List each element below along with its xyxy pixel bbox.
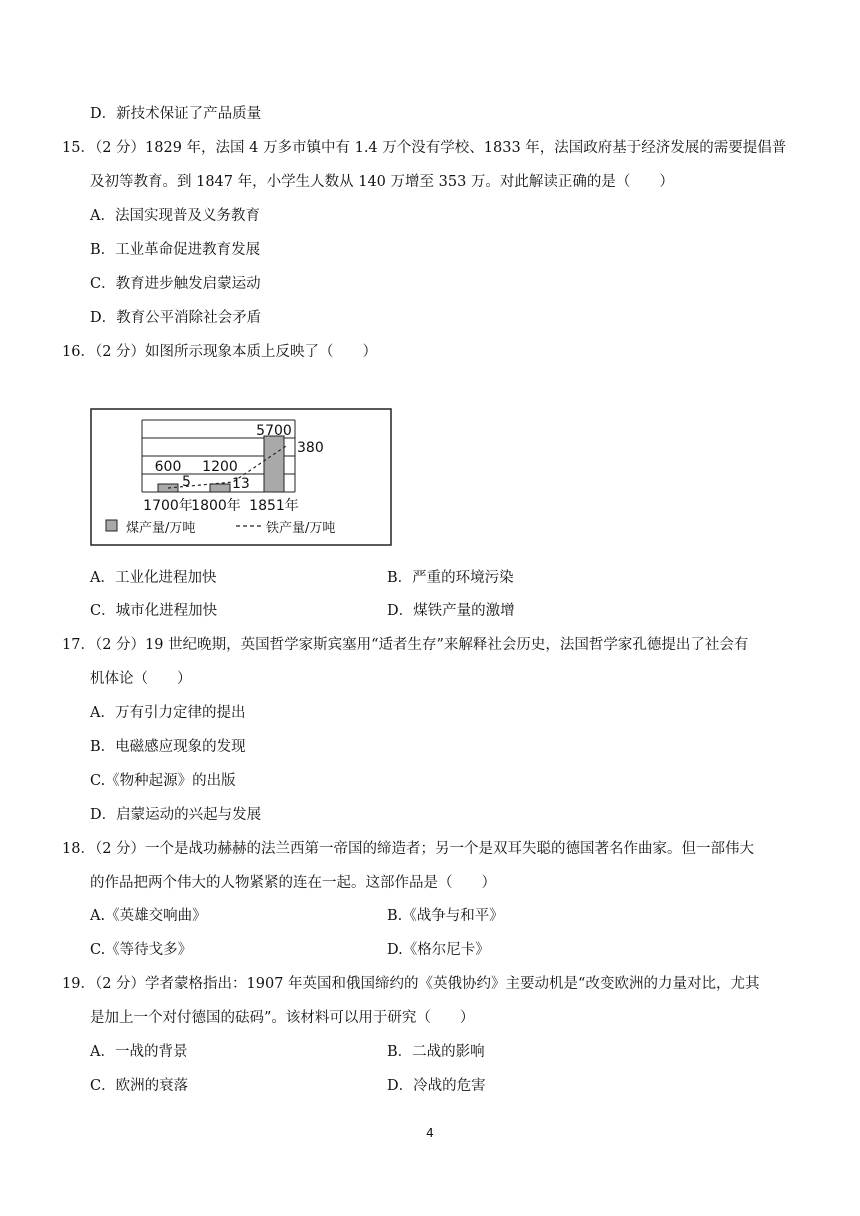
category-label: 1800年 <box>191 498 241 514</box>
q16-option-c: C．城市化进程加快 <box>90 603 218 619</box>
q19-option-c: C．欧洲的衰落 <box>90 1078 189 1094</box>
coal-bar <box>210 484 230 492</box>
q17-stem-line2: 机体论（ ） <box>90 671 192 687</box>
q16-option-a: A．工业化进程加快 <box>90 570 217 586</box>
q18-option-c: C.《等待戈多》 <box>90 942 193 958</box>
q17-option-d: D．启蒙运动的兴起与发展 <box>90 807 262 823</box>
q15-option-b: B．工业革命促进教育发展 <box>90 242 261 258</box>
q18-option-b: B.《战争与和平》 <box>387 908 504 924</box>
coal-bar <box>264 436 284 492</box>
legend-iron-label: 铁产量/万吨 <box>266 521 336 536</box>
q19-option-b: B．二战的影响 <box>387 1044 485 1060</box>
page-number: 4 <box>426 1126 434 1140</box>
q17-stem-line1: 17．（2 分）19 世纪晚期，英国哲学家斯宾塞用“适者生存”来解释社会历史，法国哲学家孔德提出了社会有 <box>62 637 749 653</box>
q18-stem-line2: 的作品把两个伟大的人物紧紧的连在一起。这部作品是（ ） <box>90 875 496 891</box>
coal-iron-chart <box>90 408 393 548</box>
q18-option-d: D.《格尔尼卡》 <box>387 942 490 958</box>
q16-option-d: D．煤铁产量的激增 <box>387 603 515 619</box>
category-label: 1700年 <box>143 498 193 514</box>
q18-option-a: A.《英雄交响曲》 <box>90 908 207 924</box>
q17-option-c: C.《物种起源》的出版 <box>90 773 236 789</box>
legend-coal-swatch <box>106 520 117 531</box>
q15-option-a: A．法国实现普及义务教育 <box>90 208 260 224</box>
q17-option-a: A．万有引力定律的提出 <box>90 705 246 721</box>
q15-stem-line2: 及初等教育。到 1847 年，小学生人数从 140 万增至 353 万。对此解读正确的是（ ） <box>90 174 674 190</box>
q14-option-d: D．新技术保证了产品质量 <box>90 106 262 122</box>
legend-coal-label: 煤产量/万吨 <box>126 521 196 536</box>
q19-option-d: D．冷战的危害 <box>387 1078 486 1094</box>
q19-stem-line1: 19．（2 分）学者蒙格指出：1907 年英国和俄国缔约的《英俄协约》主要动机是“改变欧洲的力量对比，尤其 <box>62 976 760 992</box>
q15-option-d: D．教育公平消除社会矛盾 <box>90 310 262 326</box>
q19-option-a: A．一战的背景 <box>90 1044 188 1060</box>
coal-value-label: 1200 <box>202 459 238 475</box>
q19-stem-line2: 是加上一个对付德国的砝码”。该材料可以用于研究（ ） <box>90 1010 475 1026</box>
iron-value-label: 13 <box>232 476 250 492</box>
q18-stem-line1: 18．（2 分）一个是战功赫赫的法兰西第一帝国的缔造者；另一个是双耳失聪的德国著名作曲家。但一部伟大 <box>62 841 755 857</box>
q16-stem: 16．（2 分）如图所示现象本质上反映了（ ） <box>62 344 378 360</box>
iron-value-label: 380 <box>297 440 324 456</box>
q15-stem-line1: 15．（2 分）1829 年，法国 4 万多市镇中有 1.4 万个没有学校、1833 年，法国政府基于经济发展的需要提倡普 <box>62 140 787 156</box>
iron-value-label: 5 <box>182 474 191 490</box>
category-label: 1851年 <box>249 498 299 514</box>
q16-option-b: B．严重的环境污染 <box>387 570 514 586</box>
coal-value-label: 5700 <box>256 423 292 439</box>
q17-option-b: B．电磁感应现象的发现 <box>90 739 246 755</box>
coal-value-label: 600 <box>154 459 182 475</box>
q15-option-c: C．教育进步触发启蒙运动 <box>90 276 261 292</box>
